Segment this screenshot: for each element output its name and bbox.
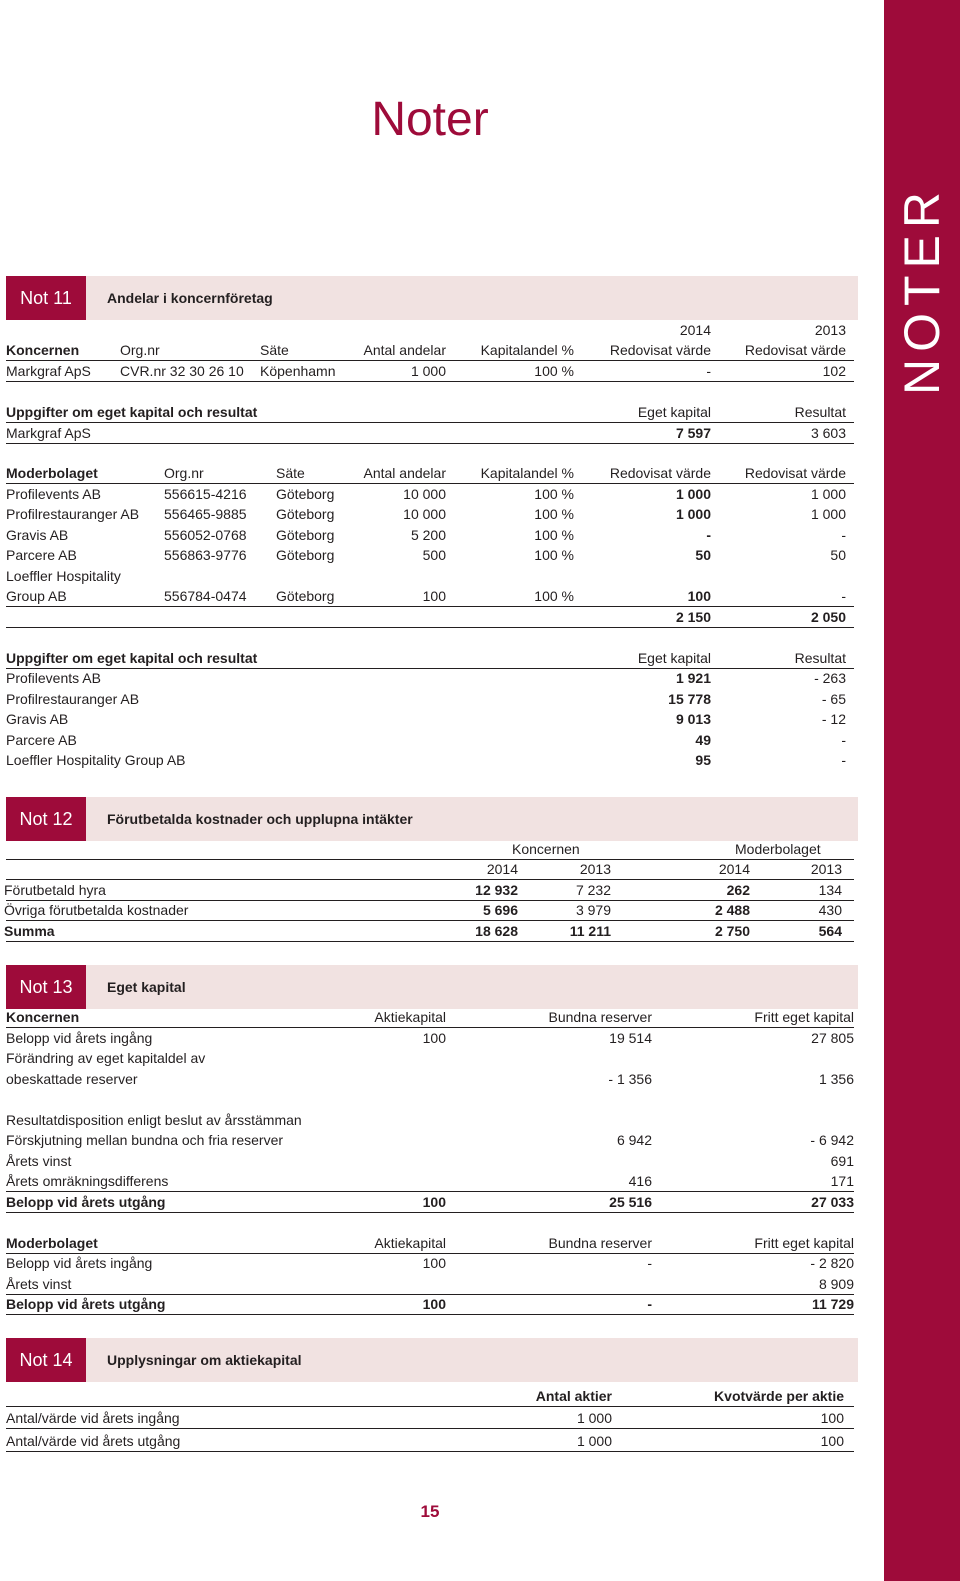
note-title: Upplysningar om aktiekapital [107, 1352, 302, 1368]
note-14-header [6, 1338, 858, 1382]
note-12-header [6, 797, 858, 841]
note-13-header [6, 965, 858, 1009]
table-row: Förutbetald hyra 12 932 7 232 262 134 [6, 880, 854, 901]
table-row: Profilevents AB 1 921 - 263 [6, 670, 846, 686]
year-header-row: 2014 2013 2014 2013 [6, 859, 854, 880]
table-header-row: Koncernen Aktiekapital Bundna reserver Fritt eget kapital [6, 1007, 854, 1028]
total-row: Belopp vid årets utgång 100 - 11 729 [6, 1294, 854, 1315]
table-row: Årets vinst 8 909 [6, 1274, 854, 1295]
note-badge: Not 12 [6, 797, 86, 841]
table-row: Profilrestauranger AB 15 778 - 65 [6, 691, 846, 707]
table-row: Markgraf ApS CVR.nr 32 30 26 10 Köpenhamn 1 000 100 % - 102 [6, 361, 854, 382]
note-title: Eget kapital [107, 979, 186, 995]
side-banner [884, 0, 960, 1581]
table-header-row: Uppgifter om eget kapital och resultat Eget kapital Resultat [6, 648, 854, 669]
note-title: Förutbetalda kostnader och upplupna intäkter [107, 811, 413, 827]
table-row: obeskattade reserver - 1 356 1 356 [6, 1071, 854, 1087]
table-row: Parcere AB 49 - [6, 732, 846, 748]
table-row: Antal/värde vid årets utgång 1 000 100 [6, 1431, 854, 1452]
table-row: Årets omräkningsdifferens 416 171 [6, 1171, 854, 1192]
page-number: 15 [420, 1502, 440, 1521]
total-row: Summa 18 628 11 211 2 750 564 [6, 921, 854, 942]
table-row: Förskjutning mellan bundna och fria reserver 6 942 - 6 942 [6, 1132, 854, 1148]
table-row: Profilevents AB 556615-4216 Göteborg 10 000 100 % 1 000 1 000 [6, 486, 846, 502]
note-11-header [6, 276, 858, 320]
page-title: Noter [371, 93, 489, 146]
table-row: Gravis AB 556052-0768 Göteborg 5 200 100 % - - [6, 527, 846, 543]
side-banner-label: NOTER [894, 185, 950, 395]
table-row: Group AB 556784-0474 Göteborg 100 100 % 100 - [6, 586, 854, 607]
table-row: Årets vinst 691 [6, 1153, 854, 1169]
table-row: Övriga förutbetalda kostnader 5 696 3 979 2 488 430 [6, 900, 854, 921]
group-label-row: Koncernen Moderbolaget [6, 839, 854, 860]
note-badge: Not 11 [6, 276, 86, 320]
table-header-row: Antal aktier Kvotvärde per aktie [6, 1386, 854, 1407]
table-row: Markgraf ApS 7 597 3 603 [6, 423, 854, 444]
table-row: Profilrestauranger AB 556465-9885 Göteborg 10 000 100 % 1 000 1 000 [6, 506, 846, 522]
year-header-row: 2014 2013 [679, 322, 846, 338]
note-badge: Not 13 [6, 965, 86, 1009]
table-row: Antal/värde vid årets ingång 1 000 100 [6, 1408, 854, 1429]
table-row: Förändring av eget kapitaldel av [6, 1050, 206, 1066]
table-row: Resultatdisposition enligt beslut av årsstämman [6, 1112, 302, 1128]
table-header-row: Uppgifter om eget kapital och resultat Eget kapital Resultat [6, 402, 854, 423]
total-row: 2 150 2 050 [6, 607, 854, 628]
table-row: Loeffler Hospitality Group AB 95 - [6, 752, 846, 768]
table-header-row: Moderbolaget Aktiekapital Bundna reserver Fritt eget kapital [6, 1233, 854, 1254]
total-row: Belopp vid årets utgång 100 25 516 27 033 [6, 1192, 854, 1213]
note-badge: Not 14 [6, 1338, 86, 1382]
note-title: Andelar i koncernföretag [107, 290, 273, 306]
table-row: Gravis AB 9 013 - 12 [6, 711, 846, 727]
table-header-row: Moderbolaget Org.nr Säte Antal andelar Kapitalandel % Redovisat värde Redovisat värde [6, 463, 854, 484]
table-row: Belopp vid årets ingång 100 - - 2 820 [6, 1255, 854, 1271]
table-row: Belopp vid årets ingång 100 19 514 27 805 [6, 1030, 854, 1046]
table-row: Parcere AB 556863-9776 Göteborg 500 100 % 50 50 [6, 547, 846, 563]
table-row: Loeffler Hospitality [6, 568, 121, 584]
table-header-row: Koncernen Org.nr Säte Antal andelar Kapitalandel % Redovisat värde Redovisat värde [6, 340, 854, 361]
